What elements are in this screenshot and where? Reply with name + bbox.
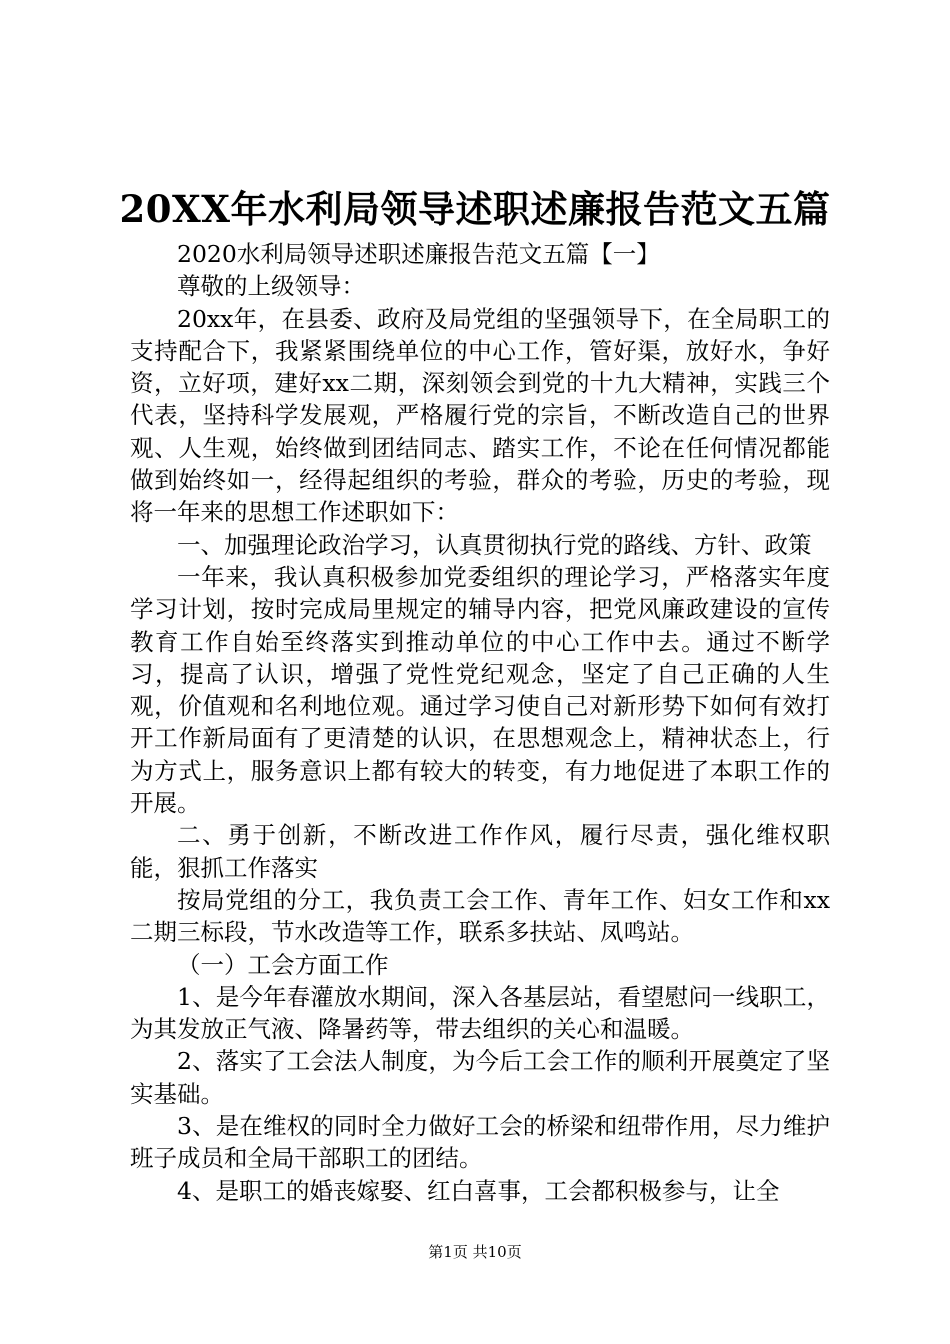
list-item: 3、是在维权的同时全力做好工会的桥梁和纽带作用，尽力维护班子成员和全局干部职工的团结。 [130, 1112, 830, 1173]
paragraph: 20xx年，在县委、政府及局党组的坚强领导下，在全局职工的支持配合下，我紧紧围绕单位的中心工作，管好渠，放好水，争好资，立好项，建好xx二期，深刻领会到党的十九大精神，实践三个代表，坚持科学发展观，严格履行党的宗旨，不断改造自己的世界观、人生观，始终做到团结同志、踏实工作，不论在任何情况都能做到始终如一，经得起组织的考验，群众的考验，历史的考验，现将一年来的思想工作述职如下： [130, 304, 830, 527]
section-heading: 2020水利局领导述职述廉报告范文五篇【一】 [177, 240, 660, 268]
section-heading: 二、勇于创新，不断改进工作作风，履行尽责，强化维权职能，狠抓工作落实 [130, 821, 830, 882]
paragraph: 一年来，我认真积极参加党委组织的理论学习，严格落实年度学习计划，按时完成局里规定的辅导内容，把党风廉政建设的宣传教育工作自始至终落实到推动单位的中心工作中去。通过不断学习，提高了认识，增强了党性党纪观念，坚定了自己正确的人生观，价值观和名利地位观。通过学习使自己对新形势下如何有效打开工作新局面有了更清楚的认识，在思想观念上，精神状态上，行为方式上，服务意识上都有较大的转变，有力地促进了本职工作的开展。 [130, 562, 830, 818]
subsection-heading: （一）工会方面工作 [177, 950, 389, 979]
list-item: 2、落实了工会法人制度，为今后工会工作的顺利开展奠定了坚实基础。 [130, 1047, 830, 1108]
document-title: 20XX年水利局领导述职述廉报告范文五篇 [119, 187, 831, 231]
list-item: 4、是职工的婚丧嫁娶、红白喜事，工会都积极参与，让全 [177, 1176, 780, 1205]
list-item: 1、是今年春灌放水期间，深入各基层站，看望慰问一线职工，为其发放正气液、降暑药等，带去组织的关心和温暖。 [130, 982, 830, 1044]
page-number-footer: 第1页 共10页 [428, 1243, 522, 1261]
section-heading: 一、加强理论政治学习，认真贯彻执行党的路线、方针、政策 [177, 530, 812, 559]
document-body [130, 238, 830, 1207]
paragraph: 按局党组的分工，我负责工会工作、青年工作、妇女工作和xx二期三标段，节水改造等工作，联系多扶站、凤鸣站。 [130, 885, 830, 947]
salutation: 尊敬的上级领导： [177, 272, 365, 301]
